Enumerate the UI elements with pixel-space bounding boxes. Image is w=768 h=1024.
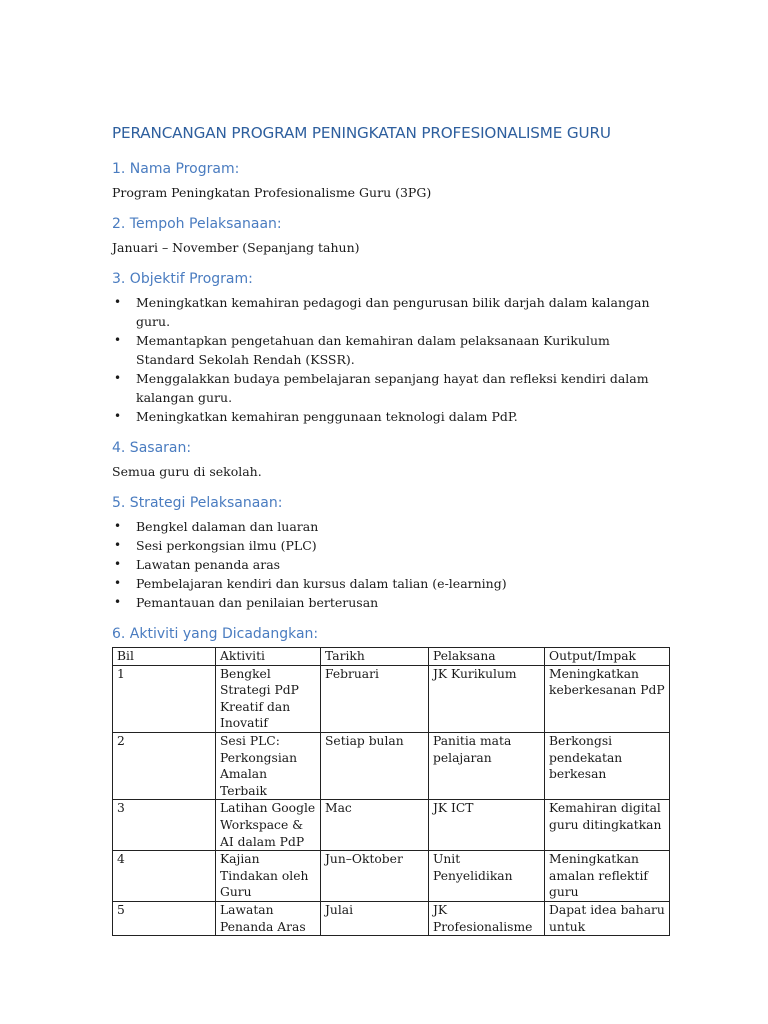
table-cell: Kemahiran digital guru ditingkatkan <box>545 800 670 851</box>
list-item-text: Menggalakkan budaya pembelajaran sepanjang hayat dan refleksi kendiri dalam kalangan guru. <box>136 371 649 405</box>
section-strategi-pelaksanaan <box>112 495 664 612</box>
table-cell: 5 <box>113 901 216 935</box>
table-cell: Kajian Tindakan oleh Guru <box>216 851 321 902</box>
section-heading: 6. Aktiviti yang Dicadangkan: <box>112 626 319 642</box>
list-item <box>112 593 664 612</box>
table-cell: 2 <box>113 732 216 799</box>
table-cell: Februari <box>321 665 429 732</box>
bullet-icon: • <box>114 538 122 552</box>
table-cell: Berkongsi pendekatan berkesan <box>545 732 670 799</box>
section-sasaran <box>112 440 664 481</box>
table-cell: Unit Penyelidikan <box>429 851 545 902</box>
list-item-text: Meningkatkan kemahiran penggunaan teknologi dalam PdP. <box>136 409 518 424</box>
activities-table <box>112 647 670 936</box>
table-row <box>113 901 670 935</box>
section-text: Program Peningkatan Profesionalisme Guru (3PG) <box>112 185 432 200</box>
table-cell: Meningkatkan amalan reflektif guru <box>545 851 670 902</box>
table-cell: 4 <box>113 851 216 902</box>
list-item-text: Meningkatkan kemahiran pedagogi dan pengurusan bilik darjah dalam kalangan guru. <box>136 295 650 329</box>
section-heading: 5. Strategi Pelaksanaan: <box>112 495 283 511</box>
section-heading: 1. Nama Program: <box>112 161 240 177</box>
list-item <box>112 331 664 369</box>
list-item-text: Pemantauan dan penilaian berterusan <box>136 595 379 610</box>
document-title: PERANCANGAN PROGRAM PENINGKATAN PROFESIONALISME GURU <box>112 124 611 142</box>
table-cell: Mac <box>321 800 429 851</box>
section-objektif-program <box>112 271 664 426</box>
list-item <box>112 574 664 593</box>
bullet-icon: • <box>114 576 122 590</box>
list-item-text: Pembelajaran kendiri dan kursus dalam talian (e-learning) <box>136 576 507 591</box>
table-cell: JK ICT <box>429 800 545 851</box>
list-item-text: Memantapkan pengetahuan dan kemahiran dalam pelaksanaan Kurikulum Standard Sekolah Rendah (KSSR). <box>136 333 610 367</box>
table-cell: Bengkel Strategi PdP Kreatif dan Inovatif <box>216 665 321 732</box>
table-cell: Jun–Oktober <box>321 851 429 902</box>
section-heading: 2. Tempoh Pelaksanaan: <box>112 216 282 232</box>
bullet-list <box>112 293 664 426</box>
section-heading: 3. Objektif Program: <box>112 271 253 287</box>
section-text: Januari – November (Sepanjang tahun) <box>112 240 360 255</box>
header-cell: Output/Impak <box>545 648 670 666</box>
table-header-row <box>113 648 670 666</box>
list-item <box>112 555 664 574</box>
table-cell: Latihan Google Workspace & AI dalam PdP <box>216 800 321 851</box>
list-item-text: Bengkel dalaman dan luaran <box>136 519 319 534</box>
table-cell: Dapat idea baharu untuk <box>545 901 670 935</box>
header-cell: Pelaksana <box>429 648 545 666</box>
table-cell: 3 <box>113 800 216 851</box>
document-content <box>112 124 664 936</box>
section-tempoh-pelaksanaan <box>112 216 664 257</box>
bullet-icon: • <box>114 371 122 385</box>
list-item <box>112 369 664 407</box>
table-row <box>113 732 670 799</box>
table-cell: JK Profesionalisme <box>429 901 545 935</box>
list-item <box>112 517 664 536</box>
table-cell: Sesi PLC: Perkongsian Amalan Terbaik <box>216 732 321 799</box>
table-cell: Meningkatkan keberkesanan PdP <box>545 665 670 732</box>
table-cell: Lawatan Penanda Aras <box>216 901 321 935</box>
bullet-icon: • <box>114 333 122 347</box>
table-row <box>113 800 670 851</box>
bullet-icon: • <box>114 295 122 309</box>
bullet-icon: • <box>114 557 122 571</box>
header-cell: Tarikh <box>321 648 429 666</box>
section-aktiviti <box>112 626 664 936</box>
list-item-text: Lawatan penanda aras <box>136 557 281 572</box>
section-nama-program <box>112 161 664 202</box>
table-row <box>113 665 670 732</box>
table-cell: Setiap bulan <box>321 732 429 799</box>
bullet-icon: • <box>114 409 122 423</box>
section-heading: 4. Sasaran: <box>112 440 192 456</box>
bullet-icon: • <box>114 595 122 609</box>
table-cell: 1 <box>113 665 216 732</box>
list-item <box>112 407 664 426</box>
table-cell: Julai <box>321 901 429 935</box>
section-text: Semua guru di sekolah. <box>112 464 262 479</box>
list-item <box>112 293 664 331</box>
header-cell: Aktiviti <box>216 648 321 666</box>
table-row <box>113 851 670 902</box>
table-cell: Panitia mata pelajaran <box>429 732 545 799</box>
table-cell: JK Kurikulum <box>429 665 545 732</box>
bullet-list <box>112 517 664 612</box>
list-item <box>112 536 664 555</box>
list-item-text: Sesi perkongsian ilmu (PLC) <box>136 538 317 553</box>
header-cell: Bil <box>113 648 216 666</box>
bullet-icon: • <box>114 519 122 533</box>
